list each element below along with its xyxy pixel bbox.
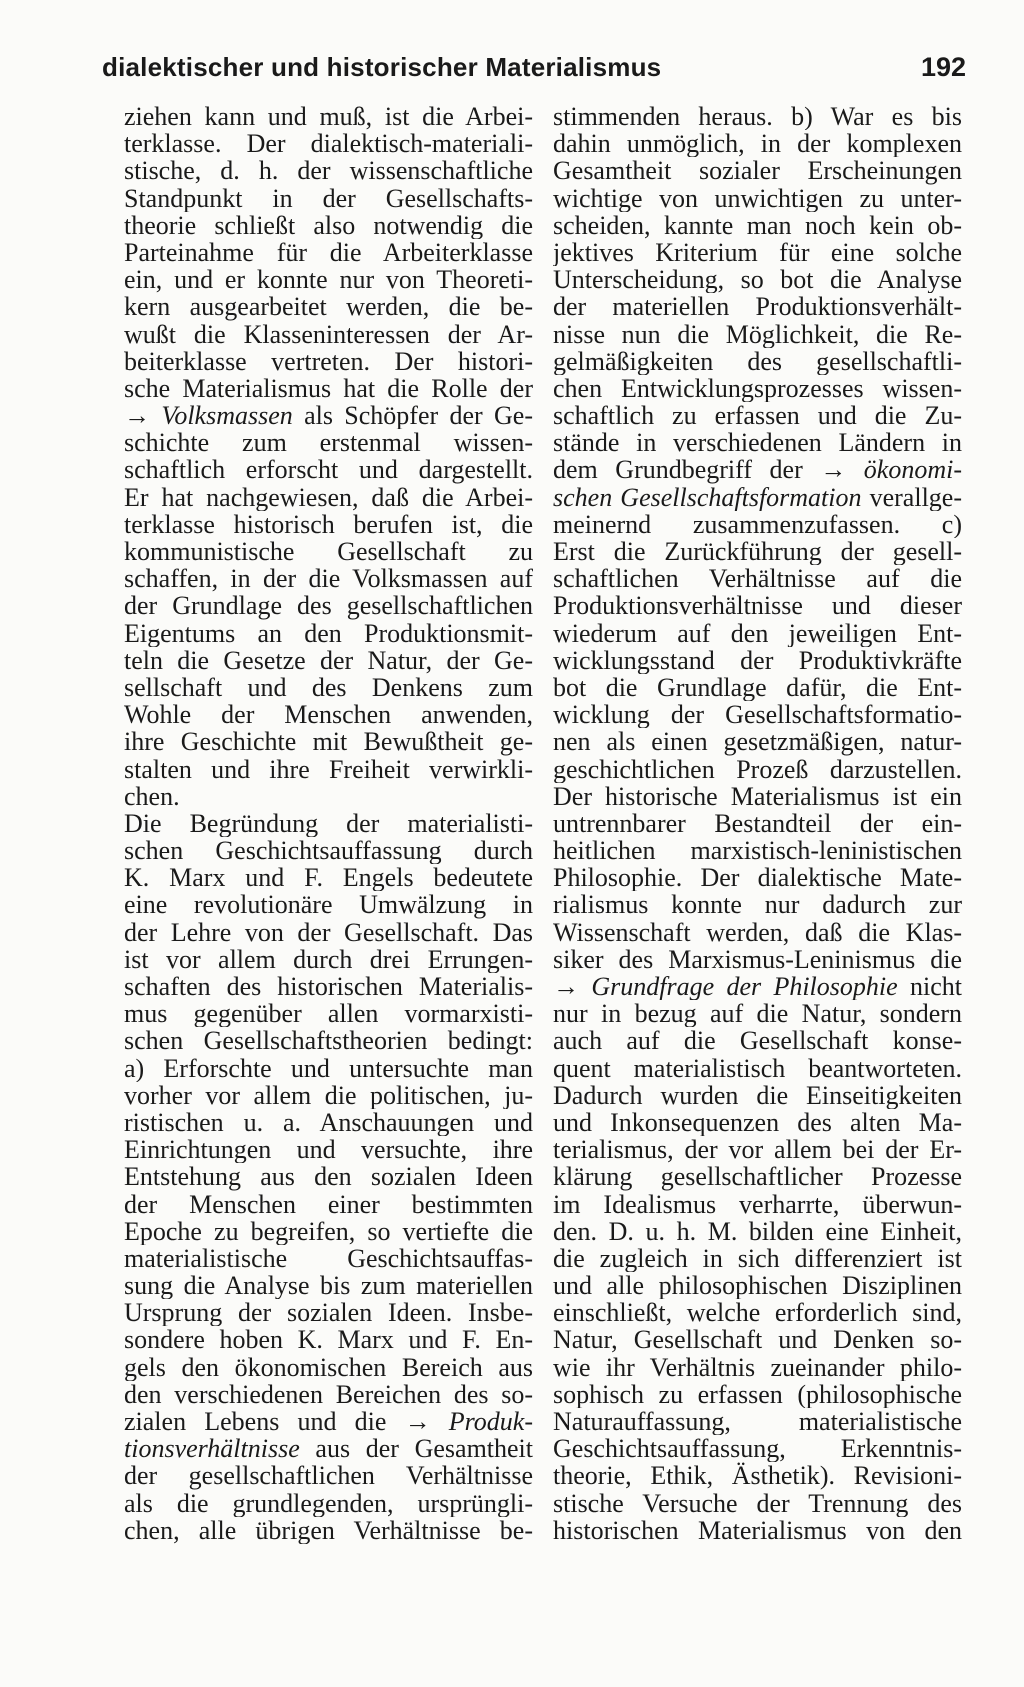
- text-line: [124, 810, 533, 837]
- text-run: nur in bezug auf die Natur, sondern: [553, 1000, 962, 1028]
- text-line: [553, 130, 962, 157]
- text-run: Wohle der Menschen anwenden,: [124, 701, 533, 729]
- text-run: Epoche zu begreifen, so vertiefte die: [124, 1217, 533, 1245]
- text-run: wie ihr Verhältnis zueinander philo-: [553, 1353, 962, 1381]
- text-run: nen als einen gesetzmäßigen, natur-: [553, 728, 962, 756]
- text-line: [124, 701, 533, 728]
- text-run: Philosophie. Der dialektische Mate-: [553, 864, 962, 892]
- text-run: kommunistische Gesellschaft zu: [124, 538, 533, 566]
- text-line: [553, 1109, 962, 1136]
- text-line: [124, 321, 533, 348]
- text-line: [124, 1245, 533, 1272]
- text-run: K. Marx und F. Engels bedeutete: [124, 864, 533, 892]
- text-line: [124, 837, 533, 864]
- cross-reference-term: schen Gesellschaftsformation: [553, 483, 862, 511]
- text-run: Wissenschaft werden, daß die Klas-: [553, 918, 962, 946]
- text-line: [553, 1218, 962, 1245]
- text-run: schen Geschichtsauffassung durch: [124, 837, 533, 865]
- text-run: Entstehung aus den sozialen Ideen: [124, 1163, 533, 1191]
- text-run: stimmenden heraus. b) War es bis: [553, 103, 962, 131]
- text-run: und Inkonsequenzen des alten Ma-: [553, 1108, 962, 1137]
- text-line: [553, 1082, 962, 1109]
- text-line: [124, 1517, 533, 1544]
- text-run: Naturauffassung, materialistische: [553, 1408, 962, 1436]
- text-line: [553, 293, 962, 320]
- text-line: [124, 1381, 533, 1408]
- text-line: [553, 1055, 962, 1082]
- text-line: [124, 484, 533, 511]
- text-run: sondere hoben K. Marx und F. En-: [124, 1326, 533, 1354]
- text-line: [553, 157, 962, 184]
- text-line: [124, 973, 533, 1000]
- text-run: Ursprung der sozialen Ideen. Insbe-: [124, 1299, 533, 1327]
- cross-reference-term: ökonomi-: [863, 456, 962, 484]
- text-line: [553, 783, 962, 810]
- text-run: sung die Analyse bis zum materiellen: [124, 1272, 533, 1300]
- text-line: [553, 212, 962, 239]
- text-run: schaften des historischen Materialis-: [124, 973, 533, 1001]
- text-line: [124, 1082, 533, 1109]
- text-run: mus gegenüber allen vormarxisti-: [124, 1000, 533, 1028]
- text-line: [124, 891, 533, 918]
- text-run: kern ausgearbeitet werden, die be-: [124, 293, 533, 321]
- text-run: ristischen u. a. Anschauungen und: [124, 1108, 533, 1137]
- text-line: [553, 1490, 962, 1517]
- text-line: [553, 1191, 962, 1218]
- text-run: sche Materialismus hat die Rolle der: [124, 374, 533, 403]
- text-line: [553, 456, 962, 483]
- text-line: [553, 239, 962, 266]
- text-line: [553, 1326, 962, 1353]
- text-run: Er hat nachgewiesen, daß die Arbei-: [124, 483, 533, 511]
- text-line: [553, 484, 962, 511]
- text-line: [124, 620, 533, 647]
- text-run: einschließt, welche erforderlich sind,: [553, 1299, 962, 1327]
- cross-reference-term: Produk-: [448, 1408, 533, 1436]
- text-line: [553, 1408, 962, 1435]
- text-run: der Grundlage des gesellschaftlichen: [124, 592, 533, 620]
- text-run: chen.: [124, 782, 180, 810]
- text-line: [553, 1245, 962, 1272]
- text-line: [124, 266, 533, 293]
- text-run: sellschaft und des Denkens zum: [124, 673, 533, 702]
- text-line: [124, 674, 533, 701]
- text-run: Gesamtheit sozialer Erscheinungen: [553, 157, 962, 185]
- text-line: [553, 946, 962, 973]
- text-run: zialen Lebens und die →: [124, 1408, 449, 1436]
- text-run: Dadurch wurden die Einseitigkeiten: [553, 1081, 962, 1109]
- text-run: schen Gesellschaftstheorien bedingt:: [124, 1027, 533, 1055]
- text-line: [124, 1109, 533, 1136]
- text-line: [553, 674, 962, 701]
- text-run: eine revolutionäre Umwälzung in: [124, 891, 533, 919]
- text-run: stische, d. h. der wissenschaftliche: [124, 157, 533, 185]
- text-run: Geschichtsauffassung, Erkenntnis-: [553, 1435, 962, 1463]
- text-run: historischen Materialismus von den: [553, 1516, 962, 1544]
- text-run: Parteinahme für die Arbeiterklasse: [124, 238, 533, 267]
- text-line: [124, 456, 533, 483]
- text-line: [124, 1272, 533, 1299]
- text-run: rialismus konnte nur dadurch zur: [553, 891, 962, 919]
- text-run: geschichtlichen Prozeß darzustellen.: [553, 755, 962, 783]
- text-line: [124, 1435, 533, 1462]
- text-run: heitlichen marxistisch-leninistischen: [553, 837, 962, 865]
- text-run: verallge-: [861, 483, 962, 511]
- text-run: chen Entwicklungsprozesses wissen-: [553, 374, 962, 403]
- text-line: [124, 647, 533, 674]
- text-line: [553, 592, 962, 619]
- text-line: [553, 701, 962, 728]
- text-run: als die grundlegenden, ursprüngli-: [124, 1489, 533, 1517]
- text-run: schichte zum erstenmal wissen-: [124, 429, 533, 457]
- text-run: der gesellschaftlichen Verhältnisse: [124, 1462, 533, 1490]
- text-run: sophisch zu erfassen (philosophische: [553, 1380, 962, 1408]
- text-line: [553, 429, 962, 456]
- text-run: dahin unmöglich, in der komplexen: [553, 130, 962, 158]
- text-run: ziehen kann und muß, ist die Arbei-: [124, 103, 533, 131]
- text-run: vorher vor allem die politischen, ju-: [124, 1081, 533, 1109]
- text-line: [124, 1000, 533, 1027]
- text-line: [553, 837, 962, 864]
- text-run: ihre Geschichte mit Bewußtheit ge-: [124, 728, 533, 756]
- text-run: terklasse. Der dialektisch-materiali-: [124, 130, 533, 158]
- text-run: scheiden, kannte man noch kein ob-: [553, 211, 962, 239]
- text-run: im Idealismus verharrte, überwun-: [553, 1190, 962, 1218]
- text-run: dem Grundbegriff der →: [553, 456, 864, 484]
- text-run: →: [553, 973, 592, 1001]
- text-run: jektives Kriterium für eine solche: [553, 238, 962, 267]
- text-line: [124, 592, 533, 619]
- text-line: [124, 511, 533, 538]
- text-run: a) Erforschte und untersuchte man: [124, 1054, 533, 1082]
- cross-reference-term: Grundfrage der Philosophie: [591, 973, 898, 1001]
- text-line: [553, 728, 962, 755]
- text-run: theorie schließt also notwendig die: [124, 211, 533, 239]
- text-line: [124, 375, 533, 402]
- text-run: nisse nun die Möglichkeit, die Re-: [553, 320, 962, 348]
- text-line: [553, 511, 962, 538]
- text-line: [553, 538, 962, 565]
- text-run: siker des Marxismus-Leninismus die: [553, 945, 962, 973]
- text-run: wicklung der Gesellschaftsformatio-: [553, 701, 962, 729]
- text-run: wußt die Klasseninteressen der Ar-: [124, 320, 533, 348]
- text-run: schaftlichen Verhältnisse auf die: [553, 565, 962, 593]
- text-line: [553, 756, 962, 783]
- text-run: Standpunkt in der Gesellschafts-: [124, 184, 533, 212]
- text-line: [124, 1191, 533, 1218]
- text-line: [124, 293, 533, 320]
- text-column-left: [124, 103, 533, 1544]
- text-run: die zugleich in sich differenziert ist: [553, 1244, 962, 1273]
- text-line: [124, 1326, 533, 1353]
- page-title: dialektischer und historischer Materialismus: [102, 52, 662, 82]
- text-line: [553, 620, 962, 647]
- text-run: →: [124, 402, 162, 430]
- text-line: [124, 783, 533, 810]
- text-run: wicklungsstand der Produktivkräfte: [553, 646, 962, 674]
- text-run: und alle philosophischen Disziplinen: [553, 1272, 962, 1300]
- text-line: [124, 1163, 533, 1190]
- text-line: [553, 1027, 962, 1054]
- text-line: [553, 647, 962, 674]
- text-run: den verschiedenen Bereichen des so-: [124, 1380, 533, 1408]
- text-run: ein, und er konnte nur von Theoreti-: [124, 266, 533, 294]
- text-line: [553, 810, 962, 837]
- text-run: terialismus, der vor allem bei der Er-: [553, 1136, 962, 1164]
- text-run: schaffen, in der die Volksmassen auf: [124, 565, 533, 593]
- text-line: [124, 1218, 533, 1245]
- text-run: auch auf die Gesellschaft konse-: [553, 1027, 962, 1055]
- text-line: [553, 1354, 962, 1381]
- text-run: Der historische Materialismus ist ein: [553, 782, 962, 810]
- text-run: terklasse historisch berufen ist, die: [124, 510, 533, 538]
- text-line: [553, 402, 962, 429]
- text-line: [124, 538, 533, 565]
- text-run: Unterscheidung, so bot die Analyse: [553, 266, 962, 294]
- text-line: [553, 1000, 962, 1027]
- text-run: gelmäßigkeiten des gesellschaftli-: [553, 347, 962, 375]
- text-line: [553, 1435, 962, 1462]
- text-line: [124, 565, 533, 592]
- text-run: schaftlich zu erfassen und die Zu-: [553, 402, 962, 430]
- text-line: [124, 756, 533, 783]
- text-line: [124, 348, 533, 375]
- text-run: nicht: [897, 973, 962, 1001]
- text-line: [553, 1462, 962, 1489]
- text-line: [553, 321, 962, 348]
- text-run: beiterklasse vertreten. Der histori-: [124, 347, 533, 375]
- text-run: materialistische Geschichtsauffas-: [124, 1244, 533, 1273]
- text-run: bot die Grundlage dafür, die Ent-: [553, 673, 962, 702]
- text-line: [124, 402, 533, 429]
- text-run: klärung gesellschaftlicher Prozesse: [553, 1163, 962, 1191]
- text-run: Die Begründung der materialisti-: [124, 809, 533, 838]
- text-run: theorie, Ethik, Ästhetik). Revisioni-: [553, 1462, 962, 1490]
- text-line: [124, 130, 533, 157]
- text-run: quent materialistisch beantworteten.: [553, 1054, 962, 1082]
- text-line: [124, 185, 533, 212]
- page-number: 192: [920, 52, 966, 82]
- text-line: [124, 212, 533, 239]
- text-column-right: [553, 103, 962, 1544]
- text-line: [124, 103, 533, 130]
- text-line: [124, 864, 533, 891]
- text-line: [553, 973, 962, 1000]
- text-line: [124, 1299, 533, 1326]
- text-line: [553, 348, 962, 375]
- text-run: ist vor allem durch drei Errungen-: [124, 945, 533, 973]
- text-run: teln die Gesetze der Natur, der Ge-: [124, 646, 533, 674]
- text-line: [124, 1408, 533, 1435]
- text-run: wiederum auf den jeweiligen Ent-: [553, 619, 962, 647]
- text-line: [553, 185, 962, 212]
- text-line: [124, 919, 533, 946]
- text-run: chen, alle übrigen Verhältnisse be-: [124, 1516, 533, 1544]
- text-run: meinernd zusammenzufassen. c): [553, 510, 962, 538]
- text-line: [553, 1517, 962, 1544]
- text-line: [553, 1381, 962, 1408]
- text-run: den. D. u. h. M. bilden eine Einheit,: [553, 1217, 962, 1245]
- text-run: der materiellen Produktionsverhält-: [553, 293, 962, 321]
- text-line: [553, 266, 962, 293]
- text-run: Einrichtungen und versuchte, ihre: [124, 1136, 533, 1164]
- text-run: stische Versuche der Trennung des: [553, 1489, 962, 1517]
- text-line: [124, 1354, 533, 1381]
- text-run: stalten und ihre Freiheit verwirkli-: [124, 755, 533, 783]
- text-line: [553, 565, 962, 592]
- text-line: [124, 1027, 533, 1054]
- text-run: stände in verschiedenen Ländern in: [553, 429, 962, 457]
- text-line: [124, 728, 533, 755]
- text-run: gels den ökonomischen Bereich aus: [124, 1353, 533, 1381]
- text-line: [553, 375, 962, 402]
- text-line: [553, 864, 962, 891]
- text-line: [124, 429, 533, 456]
- text-run: schaftlich erforscht und dargestellt.: [124, 456, 533, 484]
- text-line: [124, 946, 533, 973]
- text-run: Eigentums an den Produktionsmit-: [124, 619, 533, 647]
- text-line: [124, 157, 533, 184]
- text-run: Natur, Gesellschaft und Denken so-: [553, 1326, 962, 1354]
- text-line: [124, 1490, 533, 1517]
- text-line: [124, 239, 533, 266]
- text-run: als Schöpfer der Ge-: [292, 402, 533, 430]
- text-line: [553, 1299, 962, 1326]
- text-run: untrennbarer Bestandteil der ein-: [553, 809, 962, 838]
- text-run: der Menschen einer bestimmten: [124, 1190, 533, 1218]
- text-line: [553, 1163, 962, 1190]
- cross-reference-term: Volksmassen: [161, 402, 293, 430]
- text-line: [124, 1136, 533, 1163]
- cross-reference-term: tionsverhältnisse: [124, 1435, 300, 1463]
- text-line: [553, 103, 962, 130]
- text-run: wichtige von unwichtigen zu unter-: [553, 184, 962, 212]
- text-line: [124, 1462, 533, 1489]
- text-line: [553, 891, 962, 918]
- text-run: Erst die Zurückführung der gesell-: [553, 538, 962, 566]
- text-line: [553, 1272, 962, 1299]
- text-run: der Lehre von der Gesellschaft. Das: [124, 918, 533, 946]
- text-run: aus der Gesamtheit: [299, 1435, 533, 1463]
- text-line: [553, 919, 962, 946]
- text-line: [124, 1055, 533, 1082]
- text-run: Produktionsverhältnisse und dieser: [553, 592, 962, 620]
- text-line: [553, 1136, 962, 1163]
- page-header: [102, 52, 966, 92]
